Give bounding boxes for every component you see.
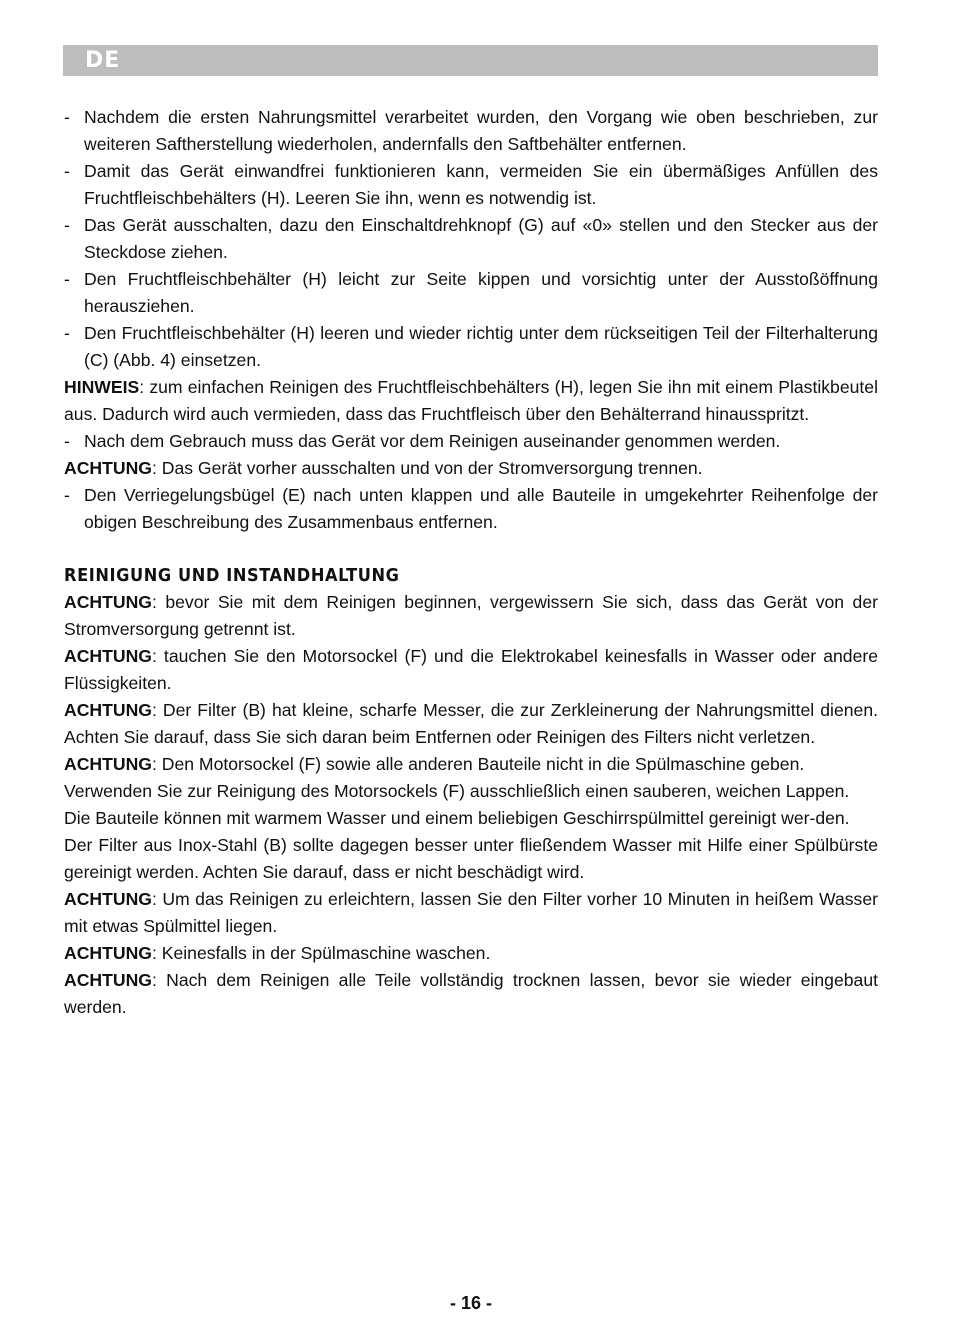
bullet-dash: -	[64, 161, 70, 181]
warning-paragraph	[64, 886, 878, 940]
warning-paragraph	[64, 967, 878, 1021]
page-number: - 16 -	[449, 1293, 492, 1313]
paragraph-text: Die Bauteile können mit warmem Wasser und einem beliebigen Geschirrspülmittel gereinigt wer-den.	[64, 808, 850, 828]
warning-paragraph	[64, 455, 878, 482]
note-paragraph	[64, 374, 878, 428]
warning-label: ACHTUNG	[64, 889, 152, 909]
bullet-text: Den Verriegelungsbügel (E) nach unten klappen und alle Bauteile in umgekehrter Reihenfolge der obigen Beschreibung des Zusammenbaus entfernen.	[84, 485, 878, 532]
bullet-dash: -	[64, 269, 70, 289]
bullet-text: Nach dem Gebrauch muss das Gerät vor dem Reinigen auseinander genommen werden.	[84, 431, 781, 451]
bullet-text: Damit das Gerät einwandfrei funktionieren kann, vermeiden Sie ein übermäßiges Anfüllen des Fruchtfleischbehälters (H). Leeren Sie ihn, wenn es notwendig ist.	[84, 161, 878, 208]
bullet-dash: -	[64, 485, 70, 505]
bullet-item	[64, 104, 878, 158]
warning-text: : Der Filter (B) hat kleine, scharfe Messer, die zur Zerkleinerung der Nahrungsmittel dienen. Achten Sie darauf, dass Sie sich daran beim Entfernen oder Reinigen des Filters nicht verletzen.	[64, 700, 878, 747]
warning-paragraph	[64, 940, 878, 967]
warning-label: ACHTUNG	[64, 754, 152, 774]
warning-text: : Den Motorsockel (F) sowie alle anderen Bauteile nicht in die Spülmaschine geben.	[151, 754, 805, 774]
body-paragraph	[64, 778, 878, 805]
warning-paragraph	[64, 643, 878, 697]
note-text: : zum einfachen Reinigen des Fruchtfleischbehälters (H), legen Sie ihn mit einem Plastikbeutel aus. Dadurch wird auch vermieden, dass das Fruchtfleisch über den Behälterrand hinausspritzt.	[64, 377, 878, 424]
warning-paragraph	[64, 697, 878, 751]
bullet-text: Nachdem die ersten Nahrungsmittel verarbeitet wurden, den Vorgang wie oben beschrieben, zur weiteren Saftherstellung wiederholen, andernfalls den Saftbehälter entfernen.	[84, 107, 878, 154]
bullet-item	[64, 158, 878, 212]
body-paragraph	[64, 805, 878, 832]
warning-text: : Keinesfalls in der Spülmaschine waschen.	[151, 943, 491, 963]
warning-text: : Nach dem Reinigen alle Teile vollständig trocknen lassen, bevor sie wieder eingebaut werden.	[64, 970, 878, 1017]
section-heading: REINIGUNG UND INSTANDHALTUNG	[64, 565, 400, 586]
warning-text: : Um das Reinigen zu erleichtern, lassen Sie den Filter vorher 10 Minuten in heißem Wasser mit etwas Spülmittel liegen.	[64, 889, 878, 936]
bullet-dash: -	[64, 215, 70, 235]
bullet-text: Das Gerät ausschalten, dazu den Einschaltdrehknopf (G) auf «0» stellen und den Stecker aus der Steckdose ziehen.	[84, 215, 878, 262]
bullet-item	[64, 212, 878, 266]
body-paragraph	[64, 832, 878, 886]
bullet-dash: -	[64, 323, 70, 343]
bullet-text: Den Fruchtfleischbehälter (H) leeren und wieder richtig unter dem rückseitigen Teil der Filterhalterung (C) (Abb. 4) einsetzen.	[84, 323, 878, 370]
language-header-bar	[63, 45, 878, 76]
bullet-item	[64, 320, 878, 374]
bullet-text: Den Fruchtfleischbehälter (H) leicht zur Seite kippen und vorsichtig unter der Ausstoßöffnung herausziehen.	[84, 269, 878, 316]
bullet-dash: -	[64, 431, 70, 451]
document-body	[64, 104, 878, 1021]
warning-label: ACHTUNG	[64, 943, 152, 963]
language-code: DE	[85, 48, 121, 73]
paragraph-text: Verwenden Sie zur Reinigung des Motorsockels (F) ausschließlich einen sauberen, weichen Lappen.	[64, 781, 850, 801]
bullet-item	[64, 266, 878, 320]
note-label: HINWEIS	[64, 377, 140, 397]
warning-label: ACHTUNG	[64, 700, 152, 720]
warning-text: : tauchen Sie den Motorsockel (F) und die Elektrokabel keinesfalls in Wasser oder andere Flüssigkeiten.	[64, 646, 878, 693]
bullet-item	[64, 482, 878, 536]
warning-paragraph	[64, 589, 878, 643]
warning-label: ACHTUNG	[64, 646, 152, 666]
bullet-dash: -	[64, 107, 70, 127]
bullet-item	[64, 428, 878, 455]
warning-paragraph	[64, 751, 878, 778]
warning-label: ACHTUNG	[64, 458, 152, 478]
warning-label: ACHTUNG	[64, 970, 152, 990]
paragraph-text: Der Filter aus Inox-Stahl (B) sollte dagegen besser unter fließendem Wasser mit Hilfe einer Spülbürste gereinigt werden. Achten Sie darauf, dass er nicht beschädigt wird.	[64, 835, 878, 882]
warning-text: : Das Gerät vorher ausschalten und von der Stromversorgung trennen.	[151, 458, 703, 478]
warning-label: ACHTUNG	[64, 592, 152, 612]
warning-text: : bevor Sie mit dem Reinigen beginnen, vergewissern Sie sich, dass das Gerät von der Stromversorgung getrennt ist.	[64, 592, 878, 639]
